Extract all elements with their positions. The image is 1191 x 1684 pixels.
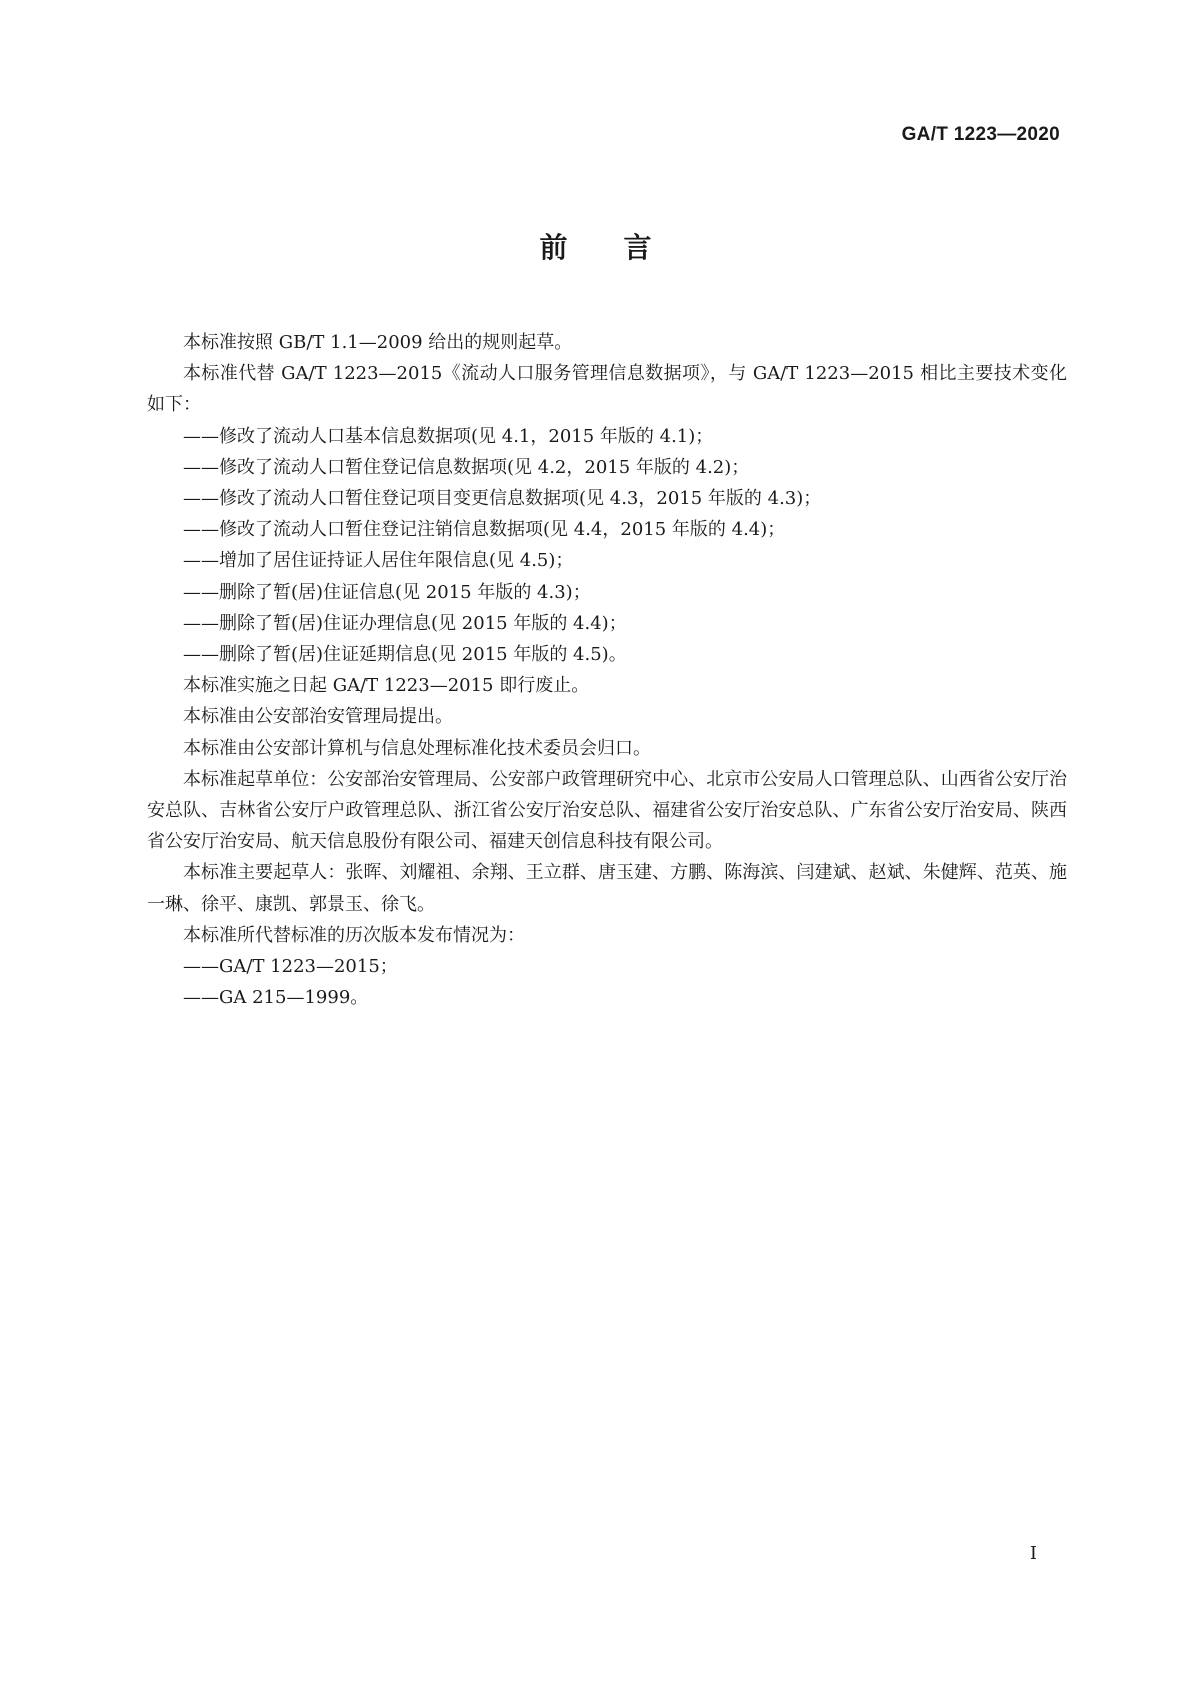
history-item: ——GA/T 1223—2015； xyxy=(183,956,398,978)
change-item: ——修改了流动人口暂住登记注销信息数据项(见 4.4，2015 年版的 4.4)； xyxy=(183,519,786,541)
paragraph-drafting-rules: 本标准按照 GB/T 1.1—2009 给出的规则起草。 xyxy=(183,332,573,353)
change-item: ——删除了暂(居)住证信息(见 2015 年版的 4.3)； xyxy=(183,581,591,603)
paragraph-abolition: 本标准实施之日起 GA/T 1223—2015 即行废止。 xyxy=(183,675,590,697)
change-item: ——修改了流动人口基本信息数据项(见 4.1，2015 年版的 4.1)； xyxy=(183,425,714,447)
paragraph-history-intro: 本标准所代替标准的历次版本发布情况为： xyxy=(183,924,525,946)
history-item: ——GA 215—1999。 xyxy=(183,987,369,1009)
change-item: ——删除了暂(居)住证延期信息(见 2015 年版的 4.5)。 xyxy=(183,644,627,666)
page-number: I xyxy=(1029,1543,1037,1564)
paragraph-drafting-units: 本标准起草单位：公安部治安管理局、公安部户政管理研究中心、北京市公安局人口管理总队、山西省公安厅治安总队、吉林省公安厅户政管理总队、浙江省公安厅治安总队、福建省公安厅治安总队、广东省公安厅治安局、陕西省公安厅治安局、航天信息股份有限公司、福建天创信息科技有限公司。 xyxy=(147,768,1067,853)
foreword-body xyxy=(147,327,1067,1013)
paragraph-proposer: 本标准由公安部治安管理局提出。 xyxy=(183,706,453,728)
change-item: ——删除了暂(居)住证办理信息(见 2015 年版的 4.4)； xyxy=(183,612,627,634)
paragraph-centralized-by: 本标准由公安部计算机与信息处理标准化技术委员会归口。 xyxy=(183,737,651,759)
change-item: ——修改了流动人口暂住登记项目变更信息数据项(见 4.3，2015 年版的 4.3)； xyxy=(183,488,822,510)
page-title: 前言 xyxy=(539,231,708,264)
paragraph-replacement: 本标准代替 GA/T 1223—2015《流动人口服务管理信息数据项》，与 GA/T 1223—2015 相比主要技术变化如下： xyxy=(147,363,1067,416)
standard-code: GA/T 1223—2020 xyxy=(901,124,1060,145)
change-item: ——增加了居住证持证人居住年限信息(见 4.5)； xyxy=(183,550,574,572)
change-item: ——修改了流动人口暂住登记信息数据项(见 4.2，2015 年版的 4.2)； xyxy=(183,456,750,478)
paragraph-drafters: 本标准主要起草人：张晖、刘耀祖、余翔、王立群、唐玉建、方鹏、陈海滨、闫建斌、赵斌、朱健辉、范英、施一琳、徐平、康凯、郭景玉、徐飞。 xyxy=(147,862,1067,915)
